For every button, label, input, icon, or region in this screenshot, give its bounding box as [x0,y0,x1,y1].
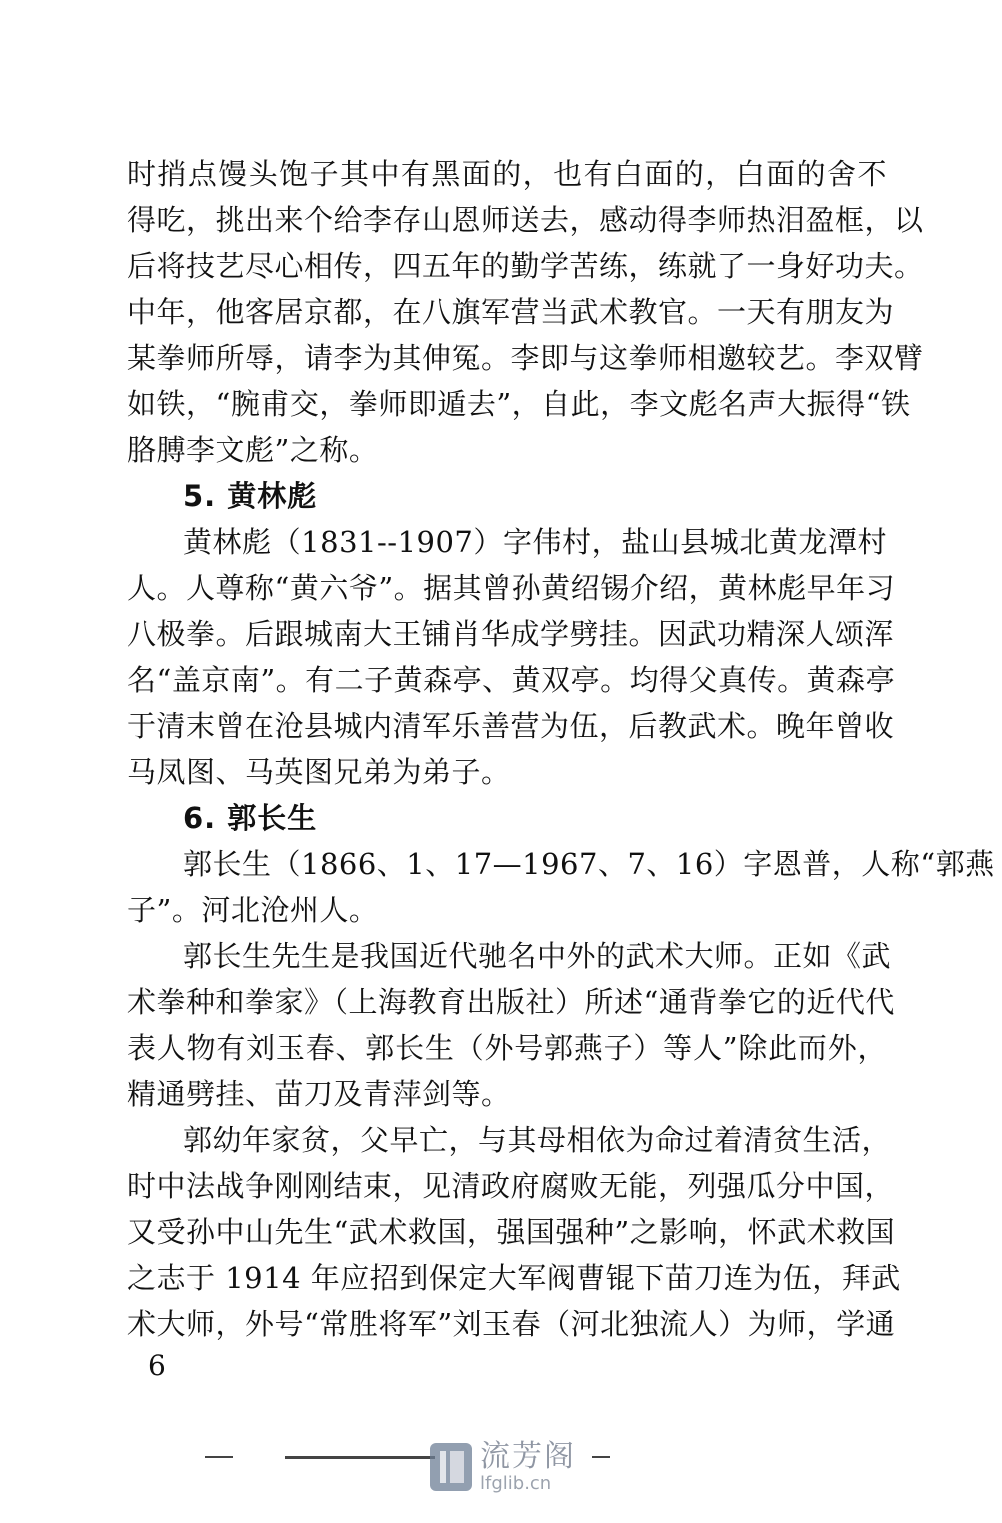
text-line: 八极拳。后跟城南大王铺肖华成学劈挂。因武功精深人颂浑 [127,617,895,651]
section-heading: 6. 郭长生 [183,801,318,835]
scan-artifact [592,1456,610,1458]
text-line: 时捎点馒头饱子其中有黑面的，也有白面的，白面的舍不 [127,157,887,191]
text-line: 某拳师所辱，请李为其伸冤。李即与这拳师相邀较艺。李双臂 [127,341,924,375]
text-line: 之志于 1914 年应招到保定大军阀曹锟下苗刀连为伍，拜武 [127,1261,901,1295]
text-line: 黄林彪（1831--1907）字伟村，盐山县城北黄龙潭村 [183,525,887,559]
text-line: 术大师，外号“常胜将军”刘玉春（河北独流人）为师，学通 [127,1307,896,1341]
text-line: 又受孙中山先生“武术救国，强国强种”之影响，怀武术救国 [127,1215,896,1249]
watermark [430,1438,590,1496]
scan-artifact [205,1456,233,1458]
text-line: 如铁，“腕甫交，拳师即遁去”，自此，李文彪名声大振得“铁 [127,387,911,421]
watermark-name: 流芳阁 [480,1438,576,1474]
watermark-url: lfglib.cn [480,1472,552,1494]
section-heading: 5. 黄林彪 [183,479,318,513]
book-logo-icon [430,1443,472,1491]
text-line: 名“盖京南”。有二子黄森亭、黄双亭。均得父真传。黄森亭 [127,663,896,697]
text-line: 马凤图、马英图兄弟为弟子。 [127,755,511,789]
text-line: 表人物有刘玉春、郭长生（外号郭燕子）等人”除此而外， [127,1031,887,1065]
text-line: 术拳种和拳家》（上海教育出版社）所述“通背拳它的近代代 [127,985,895,1019]
text-line: 郭幼年家贫，父早亡，与其母相依为命过着清贫生活， [183,1123,892,1157]
text-line: 人。人尊称“黄六爷”。据其曾孙黄绍锡介绍，黄林彪早年习 [127,571,896,605]
text-line: 子”。河北沧州人。 [127,893,379,927]
text-line: 郭长生先生是我国近代驰名中外的武术大师。正如《武 [183,939,892,973]
text-line: 于清末曾在沧县城内清军乐善营为伍，后教武术。晚年曾收 [127,709,895,743]
text-line: 时中法战争刚刚结束，见清政府腐败无能，列强瓜分中国， [127,1169,895,1203]
text-line: 胳膊李文彪”之称。 [127,433,379,467]
text-line: 精通劈挂、苗刀及青萍剑等。 [127,1077,511,1111]
page-number: 6 [148,1349,166,1382]
text-line: 后将技艺尽心相传，四五年的勤学苦练，练就了一身好功夫。 [127,249,924,283]
text-line: 中年，他客居京都，在八旗军营当武术教官。一天有朋友为 [127,295,895,329]
text-line: 得吃，挑出来个给李存山恩师送去，感动得李师热泪盈框，以 [127,203,924,237]
text-line: 郭长生（1866、1、17—1967、7、16）字恩普，人称“郭燕 [183,847,995,881]
scan-artifact [285,1456,435,1459]
